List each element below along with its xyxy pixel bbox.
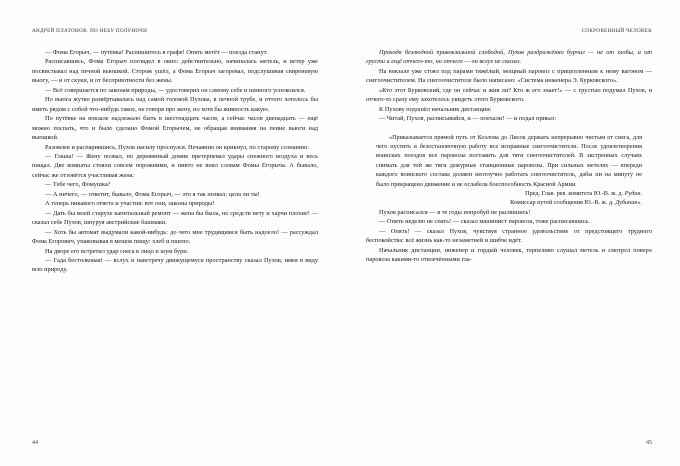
paragraph: — А ничего, — ответит, бывало, Фома Егорыч, — это я так позвал: цела ли ты! <box>45 190 260 198</box>
paragraph: — Опять неделю не спать! — сказал машинист паровоза, тоже расписавшись. <box>379 218 590 226</box>
signature-name: Рудин <box>624 190 641 198</box>
running-head-title: СОКРОВЕННЫЙ ЧЕЛОВЕК <box>581 28 652 34</box>
paragraph: Пухов расписался — в те годы попробуй не распишись! <box>379 208 531 216</box>
paragraph: — Гада бестолковая! — вслух и навстречу движущемуся пространству сказал Пухов, имея в виду всю природу. <box>32 256 318 274</box>
paragraph: Проходя безлюдной привокзальной слободой, Пухов раздражённо бурчал — не от злобы, а от грусти и ещё отчего-то, но отчего — он вслух не сказал. <box>366 49 652 66</box>
paragraph: — Фома Егорыч, — путёвка! Распишитесь в графе! Опять метёт — поезда станут. <box>45 49 268 56</box>
right-running-head <box>366 26 652 36</box>
left-text-column <box>32 48 318 275</box>
signature-role: Комиссар путей сообщения Ю.-В. ж. д. <box>510 199 616 207</box>
paragraph: — Глаша! — Жену позвал, но деревянный домик претерпевал удары снежного воздуха и весь пищал. Две комнаты стояли совсем порожними, и никто не внял словам Фомы Егорыча. А бывало, сейчас же отзовётся участливая жена: <box>32 152 318 179</box>
paragraph: «Кто этот Бурковский, где он сейчас и жив ли? Кто ж его знает!» — с грустью подумал Пухов, и отчего-то сразу ему захотелось увидеть этого Бурковского. <box>366 86 652 104</box>
running-head-title: ПО НЕБУ ПОЛУНОЧИ <box>90 28 148 34</box>
signature-punctuation: ». <box>637 199 642 207</box>
paragraph: — Опять! — сказал Пухов, чувствуя странное удовольствие от предстоящего трудного беспокойства: всё жизнь как-то незаметней и шибче идёт. <box>366 227 652 245</box>
order-signature-chairman <box>376 189 642 198</box>
running-head-author: АНДРЕЙ ПЛАТОНОВ. <box>32 28 89 34</box>
paragraph: — Читай, Пухов, расписывайся, и — поехали! — и подал приказ: <box>379 115 557 123</box>
signature-role: Пред. Глав. рев. комитета Ю.-В. ж. д. <box>525 190 625 198</box>
paragraph: — Хоть бы автомат выдумали какой-нибудь: до чего мне трудящимся быть надоело! — рассуждал Фома Егорович, упаковывая в мешок пищу: хлеб и пшено. <box>32 228 318 246</box>
paragraph: На дворе его встретил удар снега в лицо и шум бури. <box>45 247 189 255</box>
right-text-column <box>366 48 652 265</box>
paragraph: По путёвке на вокзале надлежало быть в шестнадцать часов, а сейчас часов двенадцать — ещё можно поспать, что и было сделано Фомой Егорычем, не обращая внимания на пение вьюги над вьюшкой. <box>32 115 318 142</box>
page-number-left: 44 <box>32 440 38 446</box>
paragraph: Начальник дистанции, инженер и гордый человек, терпеливо слушал метель и смотрел поверх паровоза какими-то отвлечёнными гла- <box>366 246 652 264</box>
paragraph: На вокзале уже стоял под парами тяжёлый, мощный паровоз с прицепленным к нему вагоном — снегоочистителем. На снегоочистителе было написано: «Система инженера Э. Бурковского». <box>366 67 652 85</box>
right-page <box>340 0 680 466</box>
paragraph: — Дать бы моей старухе капитальный ремонт — жена бы была, но средств нету и харчи плохие! — сказал себе Пухов, шнуруя австрийские башмаки. <box>32 209 318 227</box>
page-number-right: 45 <box>646 440 652 446</box>
paragraph: К Пухову подошёл начальник дистанции: <box>379 105 492 113</box>
order-signature-commissar <box>376 198 642 207</box>
order-body: «Приказывается прямой путь от Козлова до Лисок держать непрерывно чистым от снега, для чего пустить в безостановочную работу все исправные снегоочистители. После удовлетворения воинских поездов все паровозы поставить для тяги снегоочистителей. В экстренных случаях снимать для той же тяги дежурные станционные паровозы. При сильных метелях — впереди каждого воинского состава должен неотлучно работать снегоочиститель, дабы ни на минуту не было прекращено движение и не ослабела боеспособность Красной Армии. <box>376 133 642 188</box>
paragraph: А теперь никакого ответа и участия: вот они, законы природы! <box>45 200 215 208</box>
paragraph: Расписавшись, Фома Егорыч поглядел в окно: действительно, начиналась метель, и ветер уже посвистывал над печной вьюшкой. Сторож ушёл, а Фома Егорыч загоревал, подслушивая свиреневую вьюгу, — и от скуки, и от бесприютности без жены. <box>32 58 318 85</box>
paragraph: Разомлев и распарившись, Пухов насилу проснулся. Нечаянно он крикнул, по старому сознанию: <box>45 143 309 151</box>
left-running-head <box>32 26 318 36</box>
paragraph: — Тебе чего, Фомушка? <box>45 181 111 189</box>
signature-name: Дубинин <box>615 199 638 207</box>
paragraph: — Всё совершается по законам природы, — удостоверил он самому себе и немного успокоился. <box>45 86 306 94</box>
paragraph: Но вьюга жутко развёртывалась над самой головой Пухова, в печной трубе, и оттого хотелось бы иметь рядом с собой что-нибудь такое, не говоря про жену, но хотя бы живность какую. <box>32 96 318 113</box>
signature-punctuation: . <box>640 190 642 198</box>
quoted-order-block <box>366 133 652 208</box>
